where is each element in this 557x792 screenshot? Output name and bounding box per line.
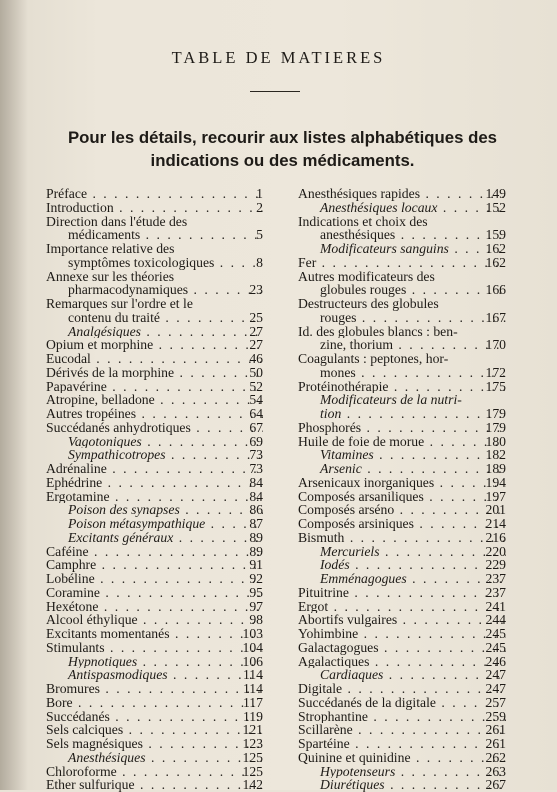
toc-entry-page: 166 — [485, 282, 506, 298]
toc-entry — [46, 545, 263, 559]
toc-entry — [298, 270, 506, 284]
toc-entry — [46, 627, 263, 641]
toc-entry-page: 69 — [249, 433, 263, 449]
toc-entry — [298, 476, 506, 490]
toc-entry-title: globules rouges . . . — [298, 283, 506, 297]
toc-entry-page: 97 — [249, 598, 263, 614]
toc-entry-title: Composés arsaniliques . . . — [298, 490, 506, 504]
toc-entry-page: 241 — [485, 598, 506, 614]
toc-entry-page: 152 — [485, 199, 506, 215]
toc-entry-title: Ergot . . . — [298, 600, 506, 614]
toc-entry-page: 67 — [249, 419, 263, 435]
toc-entry-title: Sels magnésiques . . . — [46, 737, 263, 751]
toc-entry-page: 267 — [485, 777, 506, 792]
toc-entry-page: 89 — [249, 529, 263, 545]
toc-entry — [46, 476, 263, 490]
toc-entry-title: Iodés . . . — [298, 558, 506, 572]
toc-entry-page: 229 — [485, 557, 506, 573]
toc-entry — [46, 503, 263, 517]
toc-entry-title: Vagotoniques . . . — [46, 435, 263, 449]
toc-entry-title: Bore . . . — [46, 696, 263, 710]
toc-entry-page: 23 — [249, 282, 263, 298]
toc-entry-page: 179 — [485, 419, 506, 435]
toc-entry-title: Yohimbine . . . — [298, 627, 506, 641]
toc-entry-title: Annexe sur les théories — [46, 269, 175, 284]
spine-shadow — [0, 0, 28, 790]
toc-entry — [298, 641, 506, 655]
toc-entry — [46, 215, 263, 229]
toc-entry-title: Camphre . . . — [46, 558, 263, 572]
toc-entry-page: 46 — [249, 351, 263, 366]
toc-entry — [46, 586, 263, 600]
page-title: TABLE DE MATIERES — [171, 48, 386, 67]
toc-entry — [298, 737, 506, 751]
toc-entry-title: Poison métasympathique . . . — [46, 517, 263, 531]
toc-entry-page: 123 — [242, 736, 263, 751]
toc-entry-page: 92 — [249, 571, 263, 586]
toc-entry — [46, 462, 263, 476]
toc-entry-title: Alcool éthylique . . . — [46, 613, 263, 627]
toc-entry-title: Mercuriels . . . — [298, 545, 506, 559]
toc-entry — [298, 407, 506, 421]
toc-entry-title: Adrénaline . . . — [46, 462, 263, 476]
toc-entry — [46, 558, 263, 572]
toc-entry — [298, 531, 506, 545]
toc-entry-page: 142 — [242, 777, 263, 792]
toc-entry-title: Huile de foie de morue . . . — [298, 435, 506, 449]
toc-entry — [298, 627, 506, 641]
toc-entry — [298, 338, 506, 352]
toc-entry-title: Autres tropéines . . . — [46, 407, 263, 421]
toc-entry-title: Agalactiques . . . — [298, 655, 506, 669]
toc-entry-title: Autres modificateurs des — [298, 269, 435, 284]
title-divider — [250, 91, 300, 92]
toc-entry-page: 87 — [249, 516, 263, 531]
toc-left-column — [46, 187, 263, 792]
toc-entry — [46, 600, 263, 614]
toc-entry-title: Chloroforme . . . — [46, 765, 263, 779]
toc-entry-title: Hexétone . . . — [46, 600, 263, 614]
toc-entry-page: 114 — [242, 681, 263, 696]
toc-entry-title: Stimulants . . . — [46, 641, 263, 655]
toc-entry — [46, 572, 263, 586]
toc-entry-page: 257 — [485, 694, 506, 710]
toc-entry-title: Anesthésiques . . . — [46, 751, 263, 765]
toc-entry-title: Remarques sur l'ordre et le — [46, 297, 193, 311]
toc-entry — [298, 242, 506, 256]
toc-entry — [46, 696, 263, 710]
toc-entry-page: 216 — [485, 529, 506, 545]
toc-entry — [298, 517, 506, 531]
toc-entry — [298, 655, 506, 669]
toc-entry-page: 247 — [485, 681, 506, 696]
toc-entry-title: Atropine, belladone . . . — [46, 393, 263, 407]
toc-entry-page: 189 — [485, 461, 506, 476]
toc-entry-title: Abortifs vulgaires . . . — [298, 613, 506, 627]
toc-entry — [46, 366, 263, 380]
toc-entry — [298, 187, 506, 201]
toc-entry-page: 121 — [242, 722, 263, 738]
toc-entry-title: Caféine . . . — [46, 545, 263, 559]
toc-entry-title: symptômes toxicologiques . . . — [46, 256, 263, 270]
toc-entry — [46, 421, 263, 435]
toc-entry — [46, 517, 263, 531]
toc-entry — [46, 187, 263, 201]
toc-entry-page: 119 — [242, 708, 263, 724]
toc-entry-page: 245 — [485, 639, 506, 655]
toc-entry — [298, 682, 506, 696]
toc-entry-title: Hypotenseurs . . . — [298, 765, 506, 779]
toc-entry-page: 54 — [249, 392, 263, 408]
toc-entry-page: 220 — [485, 543, 506, 559]
toc-entry-page: 125 — [242, 749, 263, 765]
toc-entry-title: Composés arséno . . . — [298, 503, 506, 517]
toc-entry — [46, 668, 263, 682]
toc-entry-title: Spartéine . . . — [298, 737, 506, 751]
toc-entry-title: Ether sulfurique . . . — [46, 778, 263, 792]
toc-entry — [298, 586, 506, 600]
toc-entry-page: 103 — [242, 626, 263, 641]
toc-entry-title: Papavérine . . . — [46, 380, 263, 394]
toc-entry-page: 95 — [249, 584, 263, 600]
toc-entry-title: Cardiaques . . . — [298, 668, 506, 682]
toc-entry-page: 262 — [485, 749, 506, 765]
toc-entry-page: 64 — [249, 406, 263, 421]
toc-entry — [46, 325, 263, 339]
toc-entry — [298, 256, 506, 270]
toc-entry — [298, 696, 506, 710]
toc-entry-title: Modificateurs de la nutri- — [320, 393, 462, 407]
toc-entry-page: 194 — [485, 474, 506, 490]
toc-entry-title: Diurétiques . . . — [298, 778, 506, 792]
toc-entry-title: Sels calciques . . . — [46, 723, 263, 737]
toc-entry-title: Lobéline . . . — [46, 572, 263, 586]
toc-entry — [46, 201, 263, 215]
toc-entry — [298, 751, 506, 765]
toc-entry-page: 237 — [485, 584, 506, 600]
toc-entry-page: 263 — [485, 763, 506, 779]
toc-entry — [46, 531, 263, 545]
toc-entry — [46, 270, 263, 284]
toc-entry-title: Arsenic . . . — [298, 462, 506, 476]
toc-entry-title: Excitants momentanés . . . — [46, 627, 263, 641]
toc-entry — [298, 311, 506, 325]
toc-entry-title: Direction dans l'étude des — [46, 214, 188, 229]
toc-entry — [298, 765, 506, 779]
toc-entry-page: 73 — [249, 447, 263, 463]
toc-entry-title: Bromures . . . — [46, 682, 263, 696]
toc-entry-page: 182 — [485, 447, 506, 463]
toc-entry — [46, 641, 263, 655]
toc-entry — [46, 765, 263, 779]
toc-entry-title: Destructeurs des globules — [298, 297, 439, 311]
toc-entry-title: Scillarène . . . — [298, 723, 506, 737]
toc-entry-page: 170 — [485, 337, 506, 353]
toc-entry-page: 50 — [249, 364, 263, 380]
toc-entry — [298, 668, 506, 682]
toc-entry-title: Préface . . . — [46, 187, 263, 201]
toc-entry-title: Vitamines . . . — [298, 448, 506, 462]
toc-entry-title: Anesthésiques rapides . . . — [298, 187, 506, 201]
toc-entry — [298, 503, 506, 517]
toc-entry-title: Fer . . . — [298, 256, 506, 270]
toc-entry — [46, 751, 263, 765]
toc-entry-page: 1 — [256, 186, 263, 201]
toc-entry — [46, 393, 263, 407]
toc-entry — [298, 710, 506, 724]
toc-entry-title: Protéinothérapie . . . — [298, 380, 506, 394]
toc-entry — [298, 215, 506, 229]
toc-entry-page: 175 — [485, 378, 506, 394]
toc-entry-title: Digitale . . . — [298, 682, 506, 696]
toc-entry-page: 104 — [242, 639, 263, 655]
toc-entry-page: 27 — [249, 323, 263, 339]
toc-entry-title: Bismuth . . . — [298, 531, 506, 545]
toc-entry-page: 162 — [485, 254, 506, 270]
toc-entry-page: 167 — [485, 309, 506, 325]
toc-entry-title: Analgésiques . . . — [46, 325, 263, 339]
toc-entry-page: 201 — [485, 502, 506, 518]
toc-entry-page: 247 — [485, 667, 506, 683]
toc-entry — [298, 283, 506, 297]
toc-entry — [298, 297, 506, 311]
toc-entry — [298, 228, 506, 242]
toc-entry-page: 180 — [485, 433, 506, 449]
toc-entry — [298, 448, 506, 462]
toc-entry-title: Coagulants : peptones, hor- — [298, 352, 449, 366]
toc-entry-page: 259 — [485, 708, 506, 724]
toc-entry-page: 261 — [485, 736, 506, 751]
toc-entry — [298, 380, 506, 394]
toc-entry-page: 244 — [485, 612, 506, 628]
toc-entry — [46, 228, 263, 242]
toc-entry-page: 89 — [249, 543, 263, 559]
toc-entry — [298, 572, 506, 586]
toc-entry-page: 179 — [485, 406, 506, 421]
toc-entry — [46, 352, 263, 366]
toc-entry-title: Phosphorés . . . — [298, 421, 506, 435]
toc-entry-page: 125 — [242, 763, 263, 779]
toc-entry — [46, 435, 263, 449]
toc-entry — [46, 380, 263, 394]
toc-entry-title: Modificateurs sanguins . . . — [298, 242, 506, 256]
toc-entry — [298, 558, 506, 572]
toc-entry — [298, 435, 506, 449]
toc-entry-page: 84 — [249, 488, 263, 504]
toc-entry — [298, 366, 506, 380]
intro-note: Pour les détails, recourir aux listes alphabétiques des indications ou des médicaments. — [67, 128, 497, 170]
toc-entry-title: tion . . . — [298, 407, 506, 421]
toc-entry — [46, 242, 263, 256]
toc-entry-title: Composés arsiniques . . . — [298, 517, 506, 531]
toc-entry-title: Hypnotiques . . . — [46, 655, 263, 669]
toc-entry — [46, 737, 263, 751]
toc-entry — [298, 421, 506, 435]
toc-entry-page: 214 — [485, 516, 506, 531]
toc-entry-title: Eucodal . . . — [46, 352, 263, 366]
toc-entry-page: 172 — [485, 364, 506, 380]
toc-entry — [298, 490, 506, 504]
toc-entry-title: Ephédrine . . . — [46, 476, 263, 490]
toc-entry-page: 261 — [485, 722, 506, 738]
toc-entry-title: Introduction . . . — [46, 201, 263, 215]
toc-entry-page: 237 — [485, 571, 506, 586]
toc-entry — [46, 723, 263, 737]
toc-entry — [298, 325, 506, 339]
toc-entry — [298, 352, 506, 366]
toc-entry-page: 98 — [249, 612, 263, 628]
toc-entry — [46, 655, 263, 669]
toc-entry-page: 114 — [242, 667, 263, 683]
toc-entry-title: Coramine . . . — [46, 586, 263, 600]
toc-entry — [298, 545, 506, 559]
toc-entry-title: Id. des globules blancs : ben- — [298, 324, 458, 339]
toc-entry-title: Succédanés anhydrotiques . . . — [46, 421, 263, 435]
toc-entry — [298, 723, 506, 737]
toc-entry-page: 117 — [242, 694, 263, 710]
toc-entry-title: Poison des synapses . . . — [46, 503, 263, 517]
toc-entry — [298, 462, 506, 476]
toc-entry-page: 8 — [256, 254, 263, 270]
toc-entry — [46, 407, 263, 421]
toc-entry — [46, 338, 263, 352]
toc-entry-title: pharmacodynamiques . . . — [46, 283, 263, 297]
toc-entry-title: Anesthésiques locaux . . . — [298, 201, 506, 215]
toc-entry — [46, 613, 263, 627]
toc-entry — [46, 311, 263, 325]
toc-entry-title: Sympathicotropes . . . — [46, 448, 263, 462]
toc-entry-title: Excitants généraux . . . — [46, 531, 263, 545]
toc-entry-title: Pituitrine . . . — [298, 586, 506, 600]
toc-entry — [46, 710, 263, 724]
toc-entry-title: Ergotamine . . . — [46, 490, 263, 504]
toc-entry — [46, 256, 263, 270]
toc-entry-page: 86 — [249, 502, 263, 518]
toc-entry-title: zine, thorium . . . — [298, 338, 506, 352]
toc-entry-title: contenu du traité . . . — [46, 311, 263, 325]
toc-entry-title: Strophantine . . . — [298, 710, 506, 724]
toc-entry-page: 106 — [242, 653, 263, 669]
toc-entry — [298, 613, 506, 627]
toc-entry-page: 5 — [256, 227, 263, 243]
toc-entry-title: Emménagogues . . . — [298, 572, 506, 586]
toc-entry-title: Arsenicaux inorganiques . . . — [298, 476, 506, 490]
toc-entry — [298, 600, 506, 614]
toc-entry-title: Antispasmodiques . . . — [46, 668, 263, 682]
toc-entry — [46, 448, 263, 462]
toc-entry — [298, 393, 506, 407]
toc-entry-title: Succédanés . . . — [46, 710, 263, 724]
toc-entry-title: Galactagogues . . . — [298, 641, 506, 655]
toc-entry-page: 246 — [485, 653, 506, 669]
toc-entry-title: Dérivés de la morphine . . . — [46, 366, 263, 380]
toc-entry-page: 162 — [485, 241, 506, 256]
toc-entry-page: 91 — [249, 557, 263, 573]
toc-entry-page: 245 — [485, 626, 506, 641]
toc-entry-page: 25 — [249, 309, 263, 325]
toc-entry-title: Indications et choix des — [298, 214, 428, 229]
toc-entry — [298, 201, 506, 215]
toc-entry-page: 84 — [249, 474, 263, 490]
toc-right-column — [298, 187, 506, 792]
toc-entry-page: 159 — [485, 227, 506, 243]
toc-entry-title: anesthésiques . . . — [298, 228, 506, 242]
toc-entry-title: Succédanés de la digitale . . . — [298, 696, 506, 710]
toc-entry — [46, 283, 263, 297]
toc-entry-page: 27 — [249, 337, 263, 353]
toc-entry-title: Quinine et quinidine . . . — [298, 751, 506, 765]
toc-entry-title: Opium et morphine . . . — [46, 338, 263, 352]
toc-entry-page: 2 — [256, 199, 263, 215]
toc-entry-page: 52 — [249, 378, 263, 394]
toc-entry — [46, 682, 263, 696]
toc-entry — [46, 297, 263, 311]
toc-entry-title: rouges . . . — [298, 311, 506, 325]
toc-entry-page: 149 — [485, 186, 506, 201]
toc-entry-title: mones . . . — [298, 366, 506, 380]
toc-entry-title: médicaments . . . — [46, 228, 263, 242]
toc-entry-page: 197 — [485, 488, 506, 504]
toc-entry — [46, 490, 263, 504]
toc-entry-title: Importance relative des — [46, 242, 175, 256]
toc-entry-page: 73 — [249, 461, 263, 476]
